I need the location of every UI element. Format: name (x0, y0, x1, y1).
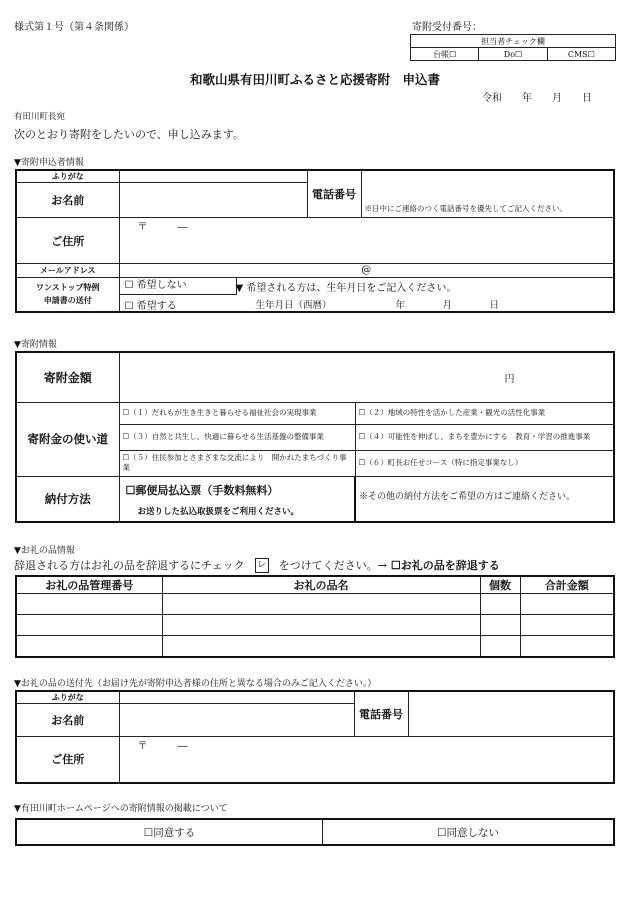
page-title: 和歌山県有田川町ふるさと応援寄附 申込書 (189, 72, 440, 87)
date-line: 令和 年 月 日 (482, 93, 592, 104)
address-input[interactable] (119, 218, 614, 264)
intro-text: 次のとおり寄附をしたいので、申し込みます。 (14, 128, 244, 141)
ship-phone-label: 電話番号 (354, 691, 408, 737)
payment-method[interactable] (119, 476, 355, 522)
gift-col-total: 合計金額 (520, 576, 614, 594)
payment-label: 納付方法 (16, 476, 119, 522)
use-option-1[interactable]: ☐（１）だれもが生き生きと暮らせる福祉社会の実現事業 (119, 402, 355, 424)
gift-id-cell[interactable] (16, 594, 162, 615)
gift-name-cell[interactable] (162, 615, 480, 636)
payment-note: ※その他の納付方法をご希望の方はご連絡ください。 (355, 476, 614, 522)
amount-label: 寄附金額 (16, 352, 119, 402)
onestop-options (119, 278, 614, 312)
gift-total-cell[interactable] (520, 636, 614, 657)
phone-note: ※日中にご連絡のつく電話番号を優先してご記入ください。 (364, 204, 567, 213)
phone-label: 電話番号 (307, 170, 361, 218)
addressee: 有田川町長宛 (14, 112, 66, 122)
email-label: メールアドレス (16, 264, 119, 278)
use-option-3[interactable]: ☐（３）自然と共生し、快適に暮らせる生活基盤の整備事業 (119, 424, 355, 450)
onestop-no-checkbox[interactable]: ☐ 希望しない (120, 278, 237, 295)
onestop-note: ▼ 希望される方は、生年月日をご記入ください。 (235, 283, 457, 294)
gift-col-qty: 個数 (480, 576, 520, 594)
check-cms[interactable]: CMS☐ (547, 48, 615, 61)
ship-furigana-label: ふりがな (16, 691, 119, 704)
check-do[interactable]: Do☐ (479, 48, 547, 61)
ship-name-label: お名前 (16, 704, 119, 737)
gift-name-cell[interactable] (162, 636, 480, 657)
table-row (16, 636, 614, 657)
gift-total-cell[interactable] (520, 594, 614, 615)
furigana-label: ふりがな (16, 170, 119, 183)
gift-col-id: お礼の品管理番号 (16, 576, 162, 594)
gift-decline-checkbox[interactable]: ☐お礼の品を辞退する (390, 559, 500, 572)
at-mark: @ (361, 265, 372, 276)
email-input[interactable] (119, 264, 614, 278)
shipping-section-title: ▼お礼の品の送付先（お届け先が寄附申込者様の住所と異なる場合のみご記入ください。） (14, 679, 377, 689)
yen-unit: 円 (504, 373, 515, 385)
birth-label: 生年月日（西暦） (255, 300, 332, 311)
gift-id-cell[interactable] (16, 615, 162, 636)
birth-day[interactable]: 日 (489, 300, 500, 311)
gift-decline-text: 辞退される方はお礼の品を辞退するにチェック (14, 559, 245, 572)
publish-section-title: ▼有田川町ホームページへの寄附情報の掲載について (14, 804, 228, 814)
publish-table (15, 818, 615, 846)
onestop-label: ワンストップ特例 申請書の送付 (16, 278, 119, 312)
ship-name-input[interactable] (119, 704, 354, 737)
use-option-5[interactable]: ☐（５）住民参加とさまざまな交流により 開かれたまちづくり事業 (119, 450, 355, 476)
gift-decline-text2: をつけてください。→ (278, 559, 387, 572)
gift-section-title: ▼お礼の品情報 (14, 546, 75, 556)
disagree-checkbox[interactable]: ☐同意しない (323, 819, 615, 845)
birth-year[interactable]: 年 (395, 300, 406, 311)
gift-qty-cell[interactable] (480, 615, 520, 636)
onestop-yes-checkbox[interactable]: ☐ 希望する (124, 301, 177, 312)
staff-check-table (410, 34, 616, 61)
gift-qty-cell[interactable] (480, 594, 520, 615)
form-number: 様式第１号（第４条関係） (14, 22, 134, 33)
applicant-table (15, 169, 615, 313)
check-ledger[interactable]: 台帳☐ (411, 48, 479, 61)
use-option-2[interactable]: ☐（２）地域の特性を活かした産業・観光の活性化事業 (355, 402, 614, 424)
gift-id-cell[interactable] (16, 636, 162, 657)
ship-address-input[interactable] (119, 737, 614, 783)
gift-total-cell[interactable] (520, 615, 614, 636)
name-input[interactable] (119, 183, 307, 218)
address-label: ご住所 (16, 218, 119, 264)
postal-mark: 〒 ― (137, 222, 188, 233)
use-option-4[interactable]: ☐（４）可能性を伸ばし、まちを豊かにする 教育・学習の推進事業 (355, 424, 614, 450)
gift-col-name: お礼の品名 (162, 576, 480, 594)
gift-qty-cell[interactable] (480, 636, 520, 657)
agree-checkbox[interactable]: ☐同意する (16, 819, 323, 845)
amount-input[interactable] (119, 352, 614, 402)
ship-address-label: ご住所 (16, 737, 119, 783)
gift-decline-row (14, 557, 500, 573)
payment-method-label: ☐郵便局払込票（手数料無料） (125, 483, 279, 497)
usage-label: 寄附金の使い道 (16, 402, 119, 476)
table-row (16, 594, 614, 615)
check-title: 担当者チェック欄 (411, 35, 616, 48)
ship-phone-input[interactable] (408, 691, 614, 737)
birth-month[interactable]: 月 (442, 300, 453, 311)
receipt-number-label: 寄附受付番号： (412, 22, 482, 33)
table-row (16, 615, 614, 636)
use-option-6[interactable]: ☐（６）町長お任せコース（特に指定事業なし） (355, 450, 614, 476)
donation-table (15, 351, 615, 523)
furigana-input[interactable] (119, 170, 307, 183)
phone-input[interactable] (361, 170, 614, 218)
name-label: お名前 (16, 183, 119, 218)
applicant-section-title: ▼寄附申込者情報 (14, 158, 84, 168)
ship-furigana-input[interactable] (119, 691, 354, 704)
gift-table (15, 575, 615, 658)
payment-sub-note: お送りした払込取扱票をご利用ください。 (137, 506, 300, 517)
check-mark-sample: レ (255, 558, 269, 573)
donation-section-title: ▼寄附情報 (14, 340, 57, 350)
gift-name-cell[interactable] (162, 594, 480, 615)
ship-postal-mark: 〒 ― (137, 741, 188, 752)
shipping-table (15, 690, 615, 784)
